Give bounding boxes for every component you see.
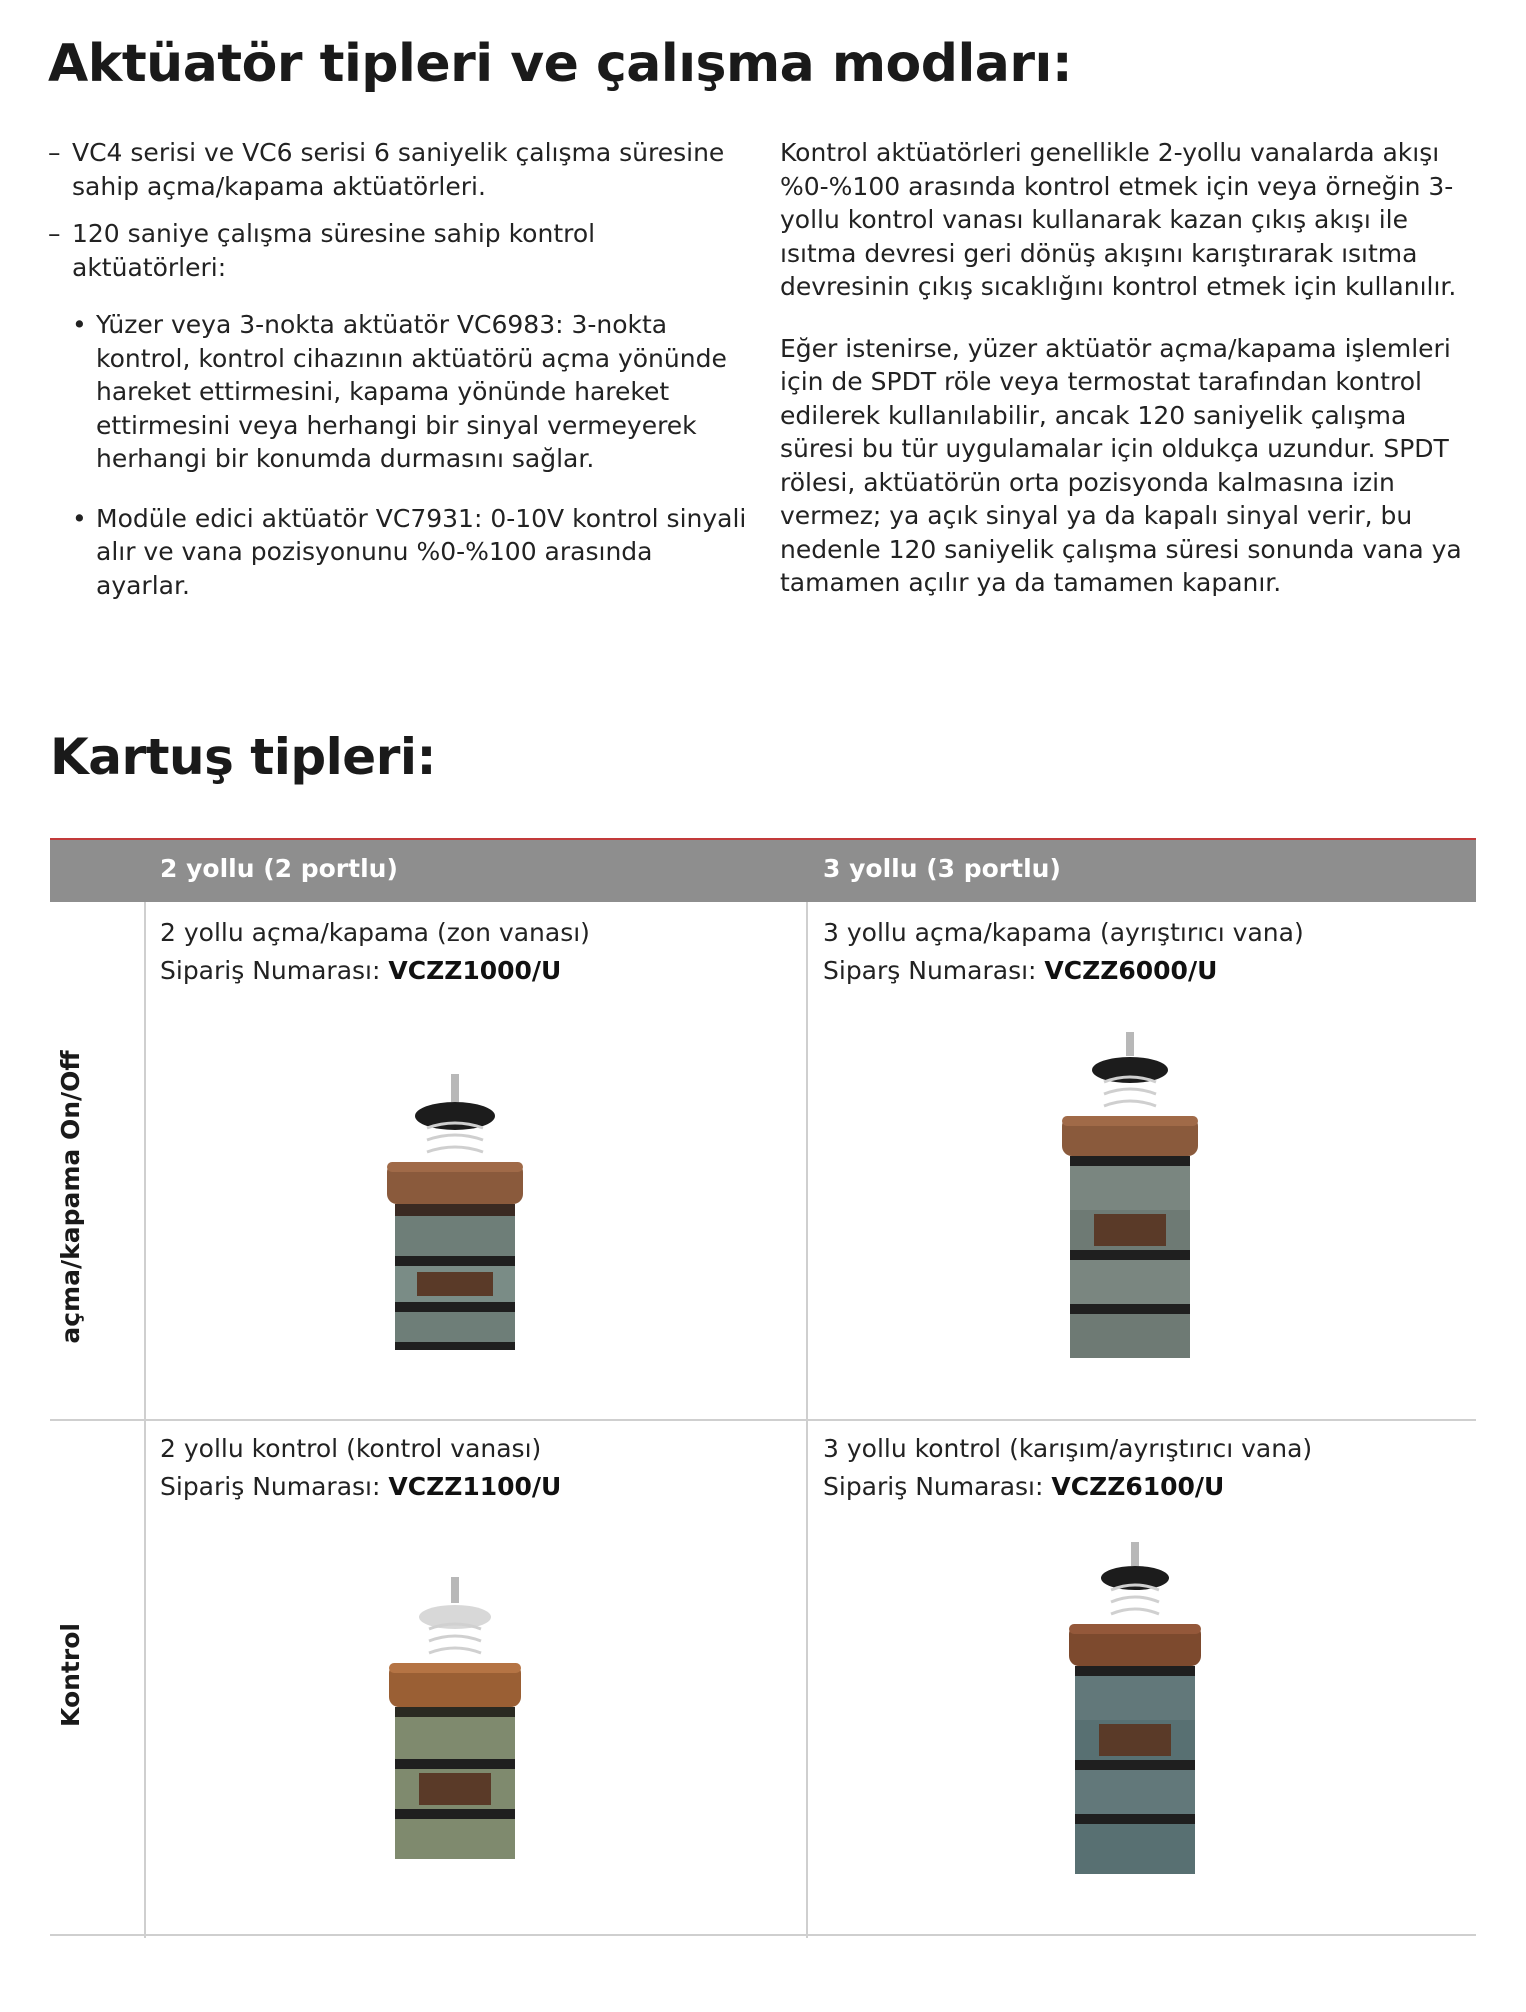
order-label: Sipariş Numarası: (823, 1472, 1044, 1501)
table-cell (160, 1430, 561, 1506)
order-label: Siparş Numarası: (823, 956, 1037, 985)
bullet-item (72, 308, 748, 476)
dash-marker: – (48, 219, 61, 248)
section-title: Kartuş tipleri: (50, 728, 436, 786)
cartridge-2way-control-image (375, 1573, 535, 1873)
dash-item-text: 120 saniye çalışma süresine sahip kontrol aktüatörleri: (72, 219, 596, 282)
bullet-item (72, 502, 748, 603)
column-header-2way: 2 yollu (2 portlu) (160, 854, 398, 883)
order-number-line (823, 952, 1304, 990)
order-number-line (160, 952, 590, 990)
cell-description: 3 yollu açma/kapama (ayrıştırıcı vana) (823, 918, 1304, 947)
grid-divider (50, 1934, 1476, 1936)
order-number: VCZZ1000/U (388, 956, 562, 985)
paragraph: Kontrol aktüatörleri genellikle 2-yollu vanalarda akışı %0-%100 arasında kontrol etmek için veya örneğin 3-yollu kontrol vanası kullanarak kazan çıkış akışı ile ısıtma devresi geri dönüş akışını karıştırarak ısıtma devresinin çıkış sıcaklığını kontrol etmek için kullanılır. (780, 138, 1457, 301)
row-label-onoff: açma/kapama On/Off (56, 1050, 85, 1344)
paragraph: Eğer istenirse, yüzer aktüatör açma/kapama işlemleri için de SPDT röle veya termostat tarafından kontrol edilerek kullanılabilir, ancak 120 saniyelik çalışma süresi bu tür uygulamalar için oldukça uzundur. SPDT rölesi, aktüatörün orta pozisyonda kalmasına izin vermez; ya açık sinyal ya da kapalı sinyal verir, bu nedenle 120 saniyelik çalışma süresi sonunda vana ya tamamen açılır ya da tamamen kapanır. (780, 333, 1462, 597)
cartridge-2way-onoff-image (375, 1070, 535, 1360)
page-title: Aktüatör tipleri ve çalışma modları: (48, 34, 1073, 94)
table-cell (160, 914, 590, 990)
cell-description: 2 yollu açma/kapama (zon vanası) (160, 918, 590, 947)
cell-description: 3 yollu kontrol (karışım/ayrıştırıcı vana) (823, 1434, 1313, 1463)
right-column (780, 136, 1480, 628)
cartridge-3way-control-image (1055, 1538, 1215, 1888)
order-number: VCZZ6100/U (1051, 1472, 1225, 1501)
bullet-text: Modüle edici aktüatör VC7931: 0-10V kontrol sinyali alır ve vana pozisyonunu %0-%100 arasında ayarlar. (96, 503, 747, 600)
left-column (48, 136, 748, 628)
cartridge-3way-onoff-image (1050, 1028, 1210, 1368)
order-number-line (160, 1468, 561, 1506)
cell-description: 2 yollu kontrol (kontrol vanası) (160, 1434, 542, 1463)
grid-divider (50, 1419, 1476, 1421)
table-cell (823, 1430, 1312, 1506)
order-number-line (823, 1468, 1312, 1506)
order-label: Sipariş Numarası: (160, 956, 381, 985)
order-label: Sipariş Numarası: (160, 1472, 381, 1501)
bullet-list (72, 308, 748, 602)
bullet-icon: • (72, 310, 87, 339)
table-header-row (50, 840, 1476, 902)
order-number: VCZZ1100/U (388, 1472, 562, 1501)
bullet-text: Yüzer veya 3-nokta aktüatör VC6983: 3-nokta kontrol, kontrol cihazının aktüatörü açma yönünde hareket ettirmesini, kapama yönünde hareket ettirmesini veya herhangi bir sinyal vermeyerek herhangi bir konumda durmasını sağlar. (96, 310, 727, 473)
order-number: VCZZ6000/U (1044, 956, 1218, 985)
table-cell (823, 914, 1304, 990)
dash-item (48, 136, 748, 203)
dash-item (48, 217, 748, 284)
row-label-control: Kontrol (56, 1623, 85, 1727)
dash-item-text: VC4 serisi ve VC6 serisi 6 saniyelik çalışma süresine sahip açma/kapama aktüatörleri. (72, 138, 725, 201)
column-header-3way: 3 yollu (3 portlu) (823, 854, 1061, 883)
bullet-icon: • (72, 503, 87, 533)
cartridge-table (50, 838, 1476, 1938)
dash-marker: – (48, 138, 61, 167)
